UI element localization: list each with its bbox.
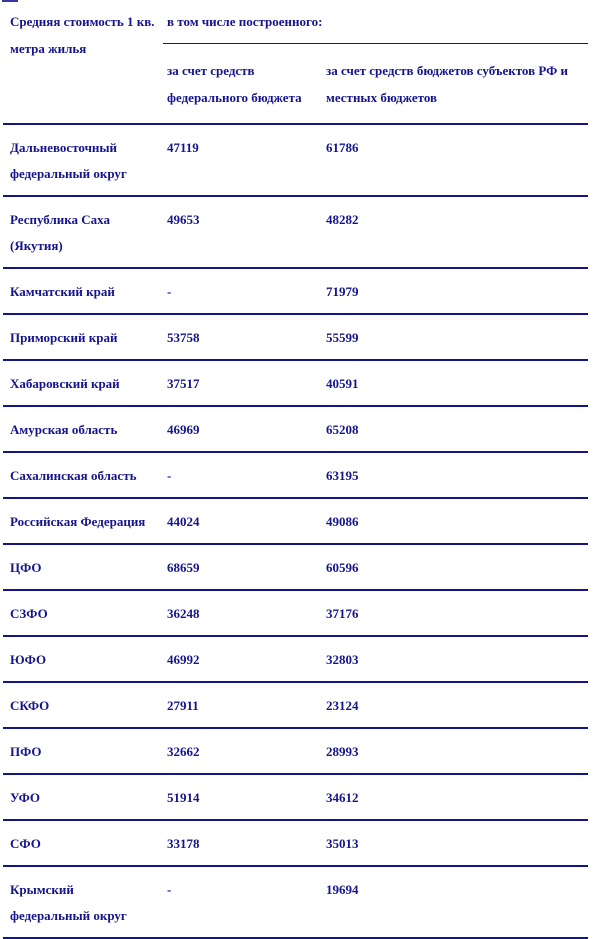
table-row	[3, 313, 588, 359]
table-row	[3, 451, 588, 497]
federal-budget-value: 46969	[167, 422, 200, 437]
federal-budget-value: 46992	[167, 652, 200, 667]
federal-budget-value: 32662	[167, 744, 200, 759]
federal-budget-value: -	[167, 284, 172, 299]
regional-budget-value: 49086	[326, 514, 359, 529]
regional-budget-value: 40591	[326, 376, 359, 391]
federal-budget-value: 44024	[167, 514, 200, 529]
federal-budget-value: 49653	[167, 212, 200, 227]
column-header-regional-budget: за счет средств бюджетов субъектов РФ и местных бюджетов	[326, 63, 569, 105]
regional-budget-value: 35013	[326, 836, 359, 851]
region-name: Республика Саха (Якутия)	[10, 212, 111, 253]
regional-budget-value: 23124	[326, 698, 359, 713]
region-name: ЦФО	[10, 560, 42, 575]
column-group-built-housing	[163, 6, 588, 123]
table-row	[3, 773, 588, 819]
regional-budget-value: 19694	[326, 882, 359, 897]
table-row	[3, 405, 588, 451]
region-name: Камчатский край	[10, 284, 115, 299]
table-row	[3, 819, 588, 865]
table-row	[3, 589, 588, 635]
region-name: Сахалинская область	[10, 468, 137, 483]
region-name: Хабаровский край	[10, 376, 120, 391]
table-row	[3, 543, 588, 589]
region-name: Крымский федеральный округ	[10, 882, 127, 923]
sub-headers	[163, 44, 588, 123]
region-name: УФО	[10, 790, 41, 805]
table-body	[3, 123, 588, 939]
region-name: ЮФО	[10, 652, 47, 667]
regional-budget-value: 63195	[326, 468, 359, 483]
table-row	[3, 195, 588, 267]
federal-budget-value: 27911	[167, 698, 199, 713]
regional-budget-value: 60596	[326, 560, 359, 575]
federal-budget-value: 47119	[167, 140, 199, 155]
region-name: Российская Федерация	[10, 514, 146, 529]
region-name: СЗФО	[10, 606, 48, 621]
region-name: СФО	[10, 836, 41, 851]
region-name: СКФО	[10, 698, 50, 713]
table-header	[3, 6, 588, 123]
regional-budget-value: 65208	[326, 422, 359, 437]
table-row	[3, 681, 588, 727]
federal-budget-value: -	[167, 882, 172, 897]
housing-cost-table	[3, 0, 588, 939]
table-row	[3, 123, 588, 195]
table-row	[3, 497, 588, 543]
table-row	[3, 727, 588, 773]
table-row	[3, 267, 588, 313]
regional-budget-value: 34612	[326, 790, 359, 805]
regional-budget-value: 28993	[326, 744, 359, 759]
region-name: Приморский край	[10, 330, 118, 345]
federal-budget-value: 36248	[167, 606, 200, 621]
region-name: Дальневосточный федеральный округ	[10, 140, 127, 181]
region-name: Амурская область	[10, 422, 118, 437]
table-row	[3, 865, 588, 937]
federal-budget-value: 68659	[167, 560, 200, 575]
regional-budget-value: 37176	[326, 606, 359, 621]
column-header-federal-budget: за счет средств федерального бюджета	[167, 63, 302, 105]
column-header-average-cost: Средняя стоимость 1 кв. метра жилья	[10, 14, 155, 56]
federal-budget-value: 37517	[167, 376, 200, 391]
regional-budget-value: 61786	[326, 140, 359, 155]
regional-budget-value: 55599	[326, 330, 359, 345]
table-row	[3, 359, 588, 405]
cropped-border-artifact	[2, 0, 18, 2]
regional-budget-value: 32803	[326, 652, 359, 667]
federal-budget-value: 53758	[167, 330, 200, 345]
regional-budget-value: 71979	[326, 284, 359, 299]
federal-budget-value: -	[167, 468, 172, 483]
federal-budget-value: 51914	[167, 790, 200, 805]
group-header-label: в том числе построенного:	[163, 6, 588, 44]
regional-budget-value: 48282	[326, 212, 359, 227]
federal-budget-value: 33178	[167, 836, 200, 851]
table-row	[3, 635, 588, 681]
region-name: ПФО	[10, 744, 42, 759]
